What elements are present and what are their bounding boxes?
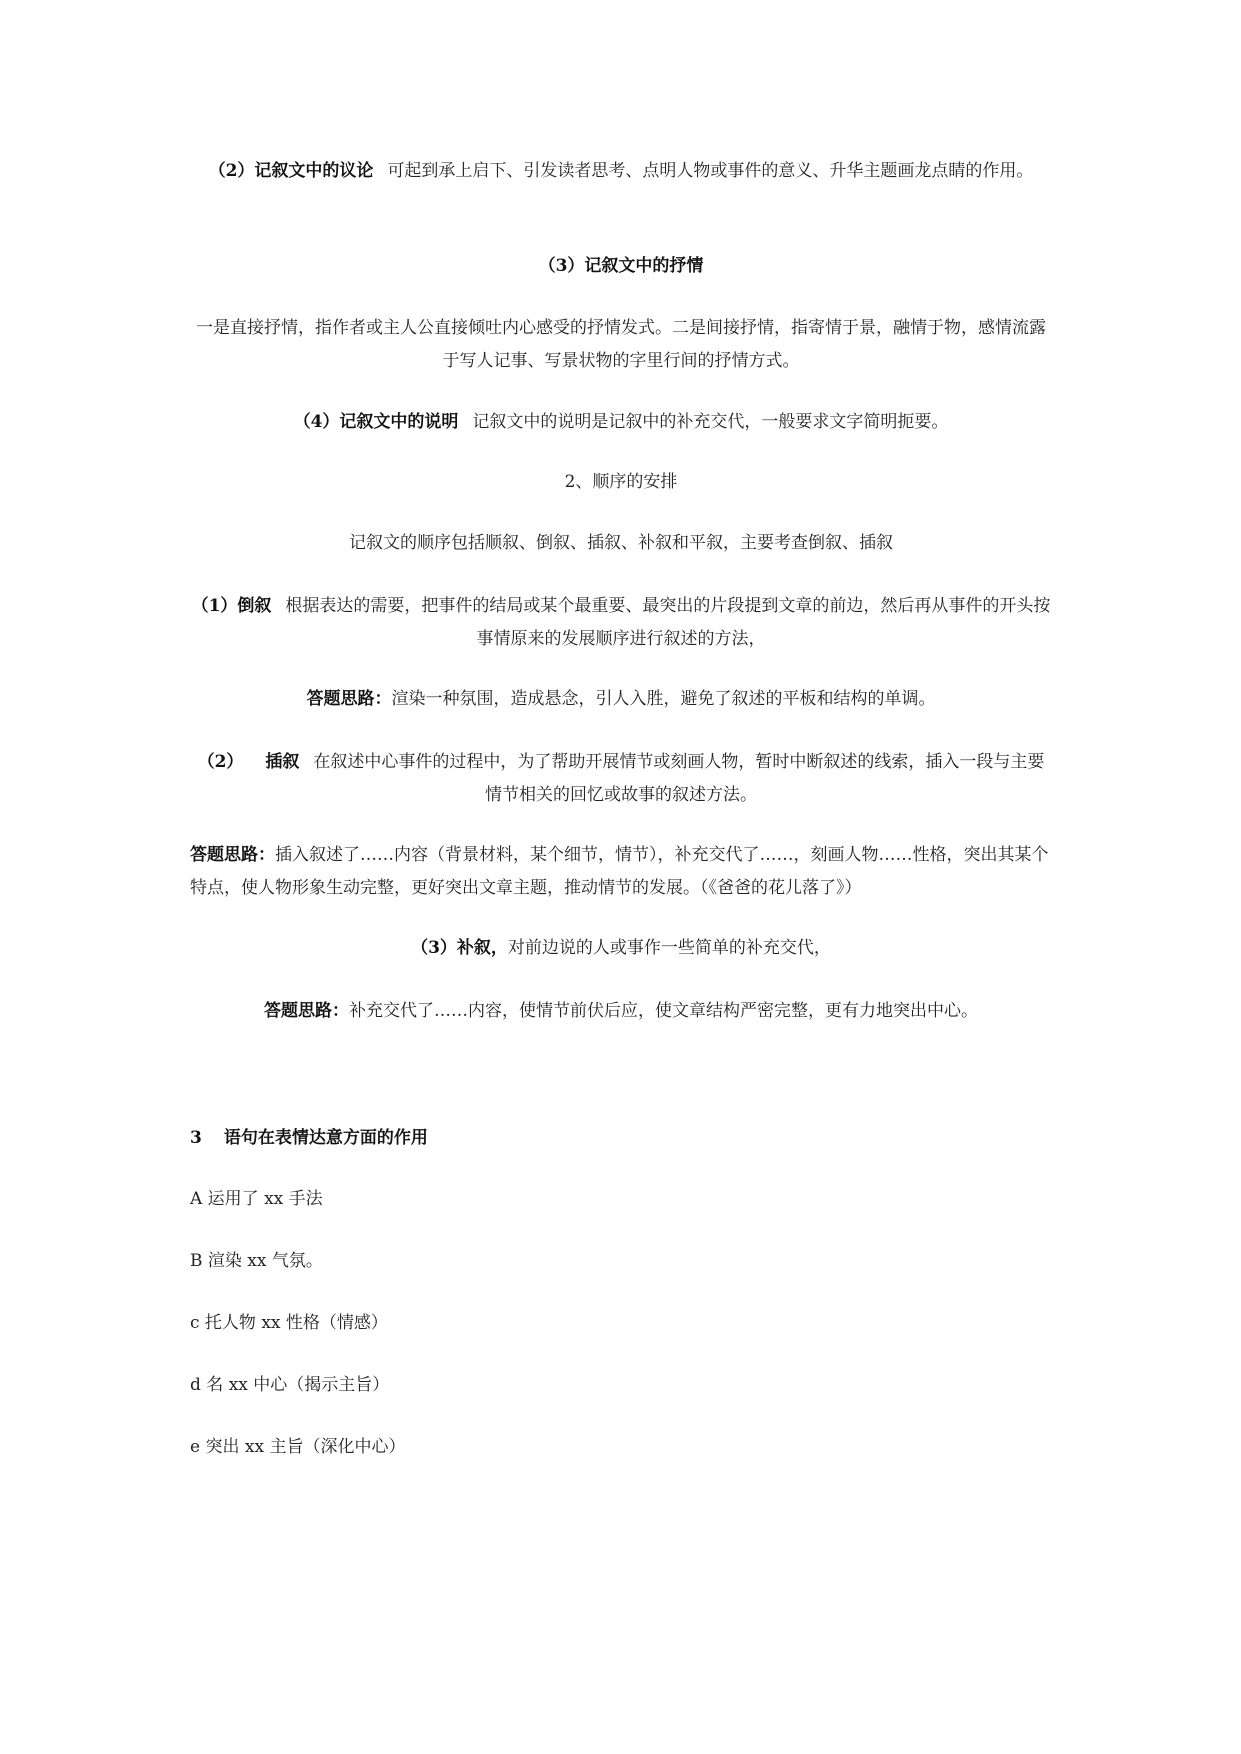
heading-interpolation: 插叙 (265, 752, 300, 772)
paragraph-narrative-lyric: 一是直接抒情，指作者或主人公直接倾吐内心感受的抒情发式。二是间接抒情，指寄情于景，融情于物，感情流露于写人记事、写景状物的字里行间的抒情方式。 (196, 318, 1046, 371)
section-3-number: 3 (190, 1128, 202, 1148)
list-item: c 托人物 xx 性格（情感） (190, 1313, 388, 1333)
list-item: d 名 xx 中心（揭示主旨） (190, 1375, 390, 1395)
paragraph-interpolation (190, 746, 1052, 812)
paragraph-interpolation-answer (190, 839, 1052, 905)
heading-flashback: （1）倒叙 (191, 596, 272, 616)
text-supplementary: 对前边说的人或事作一些简单的补充交代， (507, 938, 831, 958)
list-item: A 运用了 xx 手法 (190, 1189, 323, 1209)
text-narrative-explanation: 记叙文中的说明是记叙中的补充交代，一般要求文字简明扼要。 (472, 412, 949, 432)
section-order-title: 2、顺序的安排 (564, 472, 678, 492)
paragraph-flashback (190, 590, 1052, 656)
heading-narrative-explanation: （4）记叙文中的说明 (293, 412, 459, 432)
text-flashback-answer: 渲染一种氛围，造成悬念，引人入胜，避免了叙述的平板和结构的单调。 (391, 689, 936, 709)
list-item: B 渲染 xx 气氛。 (190, 1251, 323, 1271)
heading-narrative-discussion: （2）记叙文中的议论 (208, 161, 374, 181)
heading-interpolation-number: （2） (197, 752, 244, 772)
list-item: e 突出 xx 主旨（深化中心） (190, 1437, 406, 1457)
heading-narrative-lyric (190, 250, 1052, 283)
section-3-heading (190, 1122, 1052, 1155)
paragraph-supplementary-answer (190, 995, 1052, 1028)
paragraph-supplementary (190, 932, 1052, 965)
section-3-title: 语句在表情达意方面的作用 (223, 1128, 428, 1148)
paragraph-order-types: 记叙文的顺序包括顺叙、倒叙、插叙、补叙和平叙，主要考查倒叙、插叙 (349, 533, 893, 553)
paragraph-narrative-explanation (190, 406, 1052, 439)
heading-supplementary: （3）补叙， (411, 938, 508, 958)
text-flashback: 根据表达的需要，把事件的结局或某个最重要、最突出的片段提到文章的前边，然后再从事件的开头按事情原来的发展顺序进行叙述的方法， (285, 596, 1051, 649)
text-supplementary-answer: 补充交代了……内容，使情节前伏后应，使文章结构严密完整，更有力地突出中心。 (349, 1001, 978, 1021)
text-interpolation: 在叙述中心事件的过程中，为了帮助开展情节或刻画人物，暂时中断叙述的线索，插入一段与主要情节相关的回忆或故事的叙述方法。 (313, 752, 1045, 805)
paragraph-flashback-answer (190, 683, 1052, 716)
label-answer-idea: 答题思路： (264, 1001, 349, 1021)
text-narrative-discussion: 可起到承上启下、引发读者思考、点明人物或事件的意义、升华主题画龙点睛的作用。 (387, 161, 1034, 181)
text-interpolation-answer: 插入叙述了……内容（背景材料，某个细节，情节），补充交代了……，刻画人物……性格，突出其某个特点，使人物形象生动完整，更好突出文章主题，推动情节的发展。（《爸爸的花儿落了》） (190, 845, 1049, 898)
label-answer-idea: 答题思路： (190, 845, 275, 865)
paragraph-narrative-discussion (190, 155, 1052, 188)
heading-narrative-lyric-label: （3）记叙文中的抒情 (538, 256, 704, 276)
label-answer-idea: 答题思路： (306, 689, 392, 709)
